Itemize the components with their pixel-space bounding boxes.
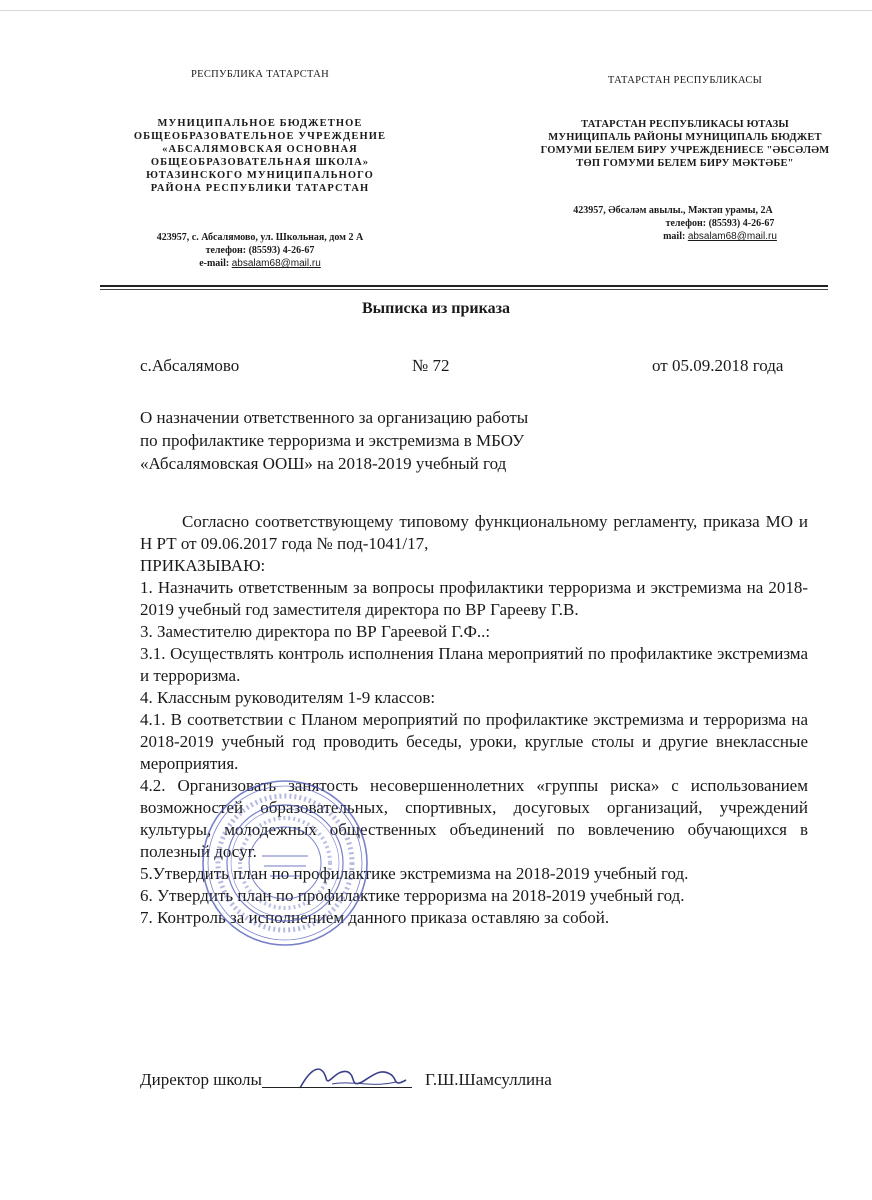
order-place: с.Абсалямово — [140, 356, 240, 375]
order-paragraph: 3.1. Осуществлять контроль исполнения Плана мероприятий по профилактике экстремизма и терроризма. — [140, 644, 808, 685]
order-date: от 05.09.2018 года — [652, 356, 784, 375]
official-seal-stamp — [200, 778, 370, 948]
order-subject-line: «Абсалямовская ООШ» на 2018-2019 учебный год — [140, 454, 507, 473]
header-left-email-link[interactable]: absalam68@mail.ru — [231, 258, 321, 269]
order-paragraph: 6. Утвердить план по профилактике терроризма на 2018-2019 учебный год. — [140, 886, 685, 905]
document-title: Выписка из приказа — [361, 300, 511, 317]
signature-name: Г.Ш.Шамсуллина — [425, 1070, 552, 1089]
order-paragraph: 7. Контроль за исполнением данного приказа оставляю за собой. — [140, 908, 610, 927]
header-left-org-line: «АБСАЛЯМОВСКАЯ ОСНОВНАЯ — [162, 144, 358, 155]
order-paragraph: 4. Классным руководителям 1-9 классов: — [140, 688, 436, 707]
order-paragraph: 3. Заместителю директора по ВР Гареевой Г.Ф..: — [140, 622, 491, 641]
header-right-org-line: МУНИЦИПАЛЬ РАЙОНЫ МУНИЦИПАЛЬ БЮДЖЕТ — [548, 132, 822, 143]
header-right-email-row — [500, 230, 870, 243]
order-subject-line: по профилактике терроризма и экстремизма в МБОУ — [140, 431, 525, 450]
order-paragraph: 5.Утвердить план по профилактике экстремизма на 2018-2019 учебный год. — [140, 864, 689, 883]
order-paragraph: 1. Назначить ответственным за вопросы профилактики терроризма и экстремизма на 2018-2019 учебный год заместителя директора по ВР Гарееву Г.В. — [140, 578, 808, 619]
header-left-email-label: e-mail: — [199, 258, 232, 269]
order-number: № 72 — [412, 356, 450, 375]
header-left-email-row — [110, 257, 410, 270]
signature-line — [262, 1087, 412, 1088]
header-right-email-link[interactable]: absalam68@mail.ru — [687, 231, 777, 242]
header-left-org-line: ЮТАЗИНСКОГО МУНИЦИПАЛЬНОГО — [146, 170, 374, 181]
header-left-org-line: ОБЩЕОБРАЗОВАТЕЛЬНАЯ ШКОЛА» — [150, 157, 370, 168]
header-right — [500, 74, 870, 243]
order-paragraph: 4.2. Организовать занятость несовершеннолетних «группы риска» с использованием возможностей образовательных, спортивных, досуговых организаций, учреждений культуры, молодежных общественных объединений по вовлечению обучающихся в полезный досуг. — [140, 776, 808, 861]
order-paragraph: Согласно соответствующему типовому функциональному регламенту, приказа МО и Н РТ от 09.06.2017 года № под-1041/17, — [140, 512, 808, 553]
header-left-org-line: ОБЩЕОБРАЗОВАТЕЛЬНОЕ УЧРЕЖДЕНИЕ — [133, 131, 387, 142]
header-right-address: 423957, Әбсәләм авылы., Мәктәп урамы, 2А — [573, 205, 773, 216]
order-paragraph: ПРИКАЗЫВАЮ: — [140, 556, 266, 575]
header-left-phone: телефон: (85593) 4-26-67 — [205, 245, 315, 256]
director-signature — [292, 1058, 412, 1098]
header-right-phone: телефон: (85593) 4-26-67 — [665, 218, 775, 229]
header-separator-thin — [100, 289, 828, 290]
header-left-country: РЕСПУБЛИКА ТАТАРСТАН — [190, 69, 329, 80]
signature-role: Директор школы — [140, 1070, 262, 1089]
header-right-org-line: ГОМУМИ БЕЛЕМ БИРУ УЧРЕЖДЕНИЕСЕ "ӘБСӘЛӘМ — [540, 145, 830, 156]
header-right-org-line: ТАТАРСТАН РЕСПУБЛИКАСЫ ЮТАЗЫ — [581, 119, 789, 130]
header-right-country: ТАТАРСТАН РЕСПУБЛИКАСЫ — [607, 75, 763, 86]
scan-edge-line — [0, 10, 872, 11]
header-left-address: 423957, с. Абсалямово, ул. Школьная, дом 2 А — [156, 232, 364, 243]
order-subject — [140, 406, 660, 475]
order-subject-line: О назначении ответственного за организацию работы — [140, 408, 529, 427]
header-left-org-line: РАЙОНА РЕСПУБЛИКИ ТАТАРСТАН — [150, 183, 370, 194]
header-right-org-line: ТӨП ГОМУМИ БЕЛЕМ БИРУ МӘКТӘБЕ" — [576, 158, 794, 169]
order-paragraph: 4.1. В соответствии с Планом мероприятий по профилактике экстремизма и терроризма на 2018-2019 учебный год проводить беседы, уроки, круглые столы и другие внеклассные мероприятия. — [140, 710, 808, 773]
header-left-org-line: МУНИЦИПАЛЬНОЕ БЮДЖЕТНОЕ — [157, 118, 363, 129]
header-right-email-label: mail: — [663, 231, 688, 242]
header-left — [110, 68, 410, 270]
header-separator — [100, 285, 828, 287]
